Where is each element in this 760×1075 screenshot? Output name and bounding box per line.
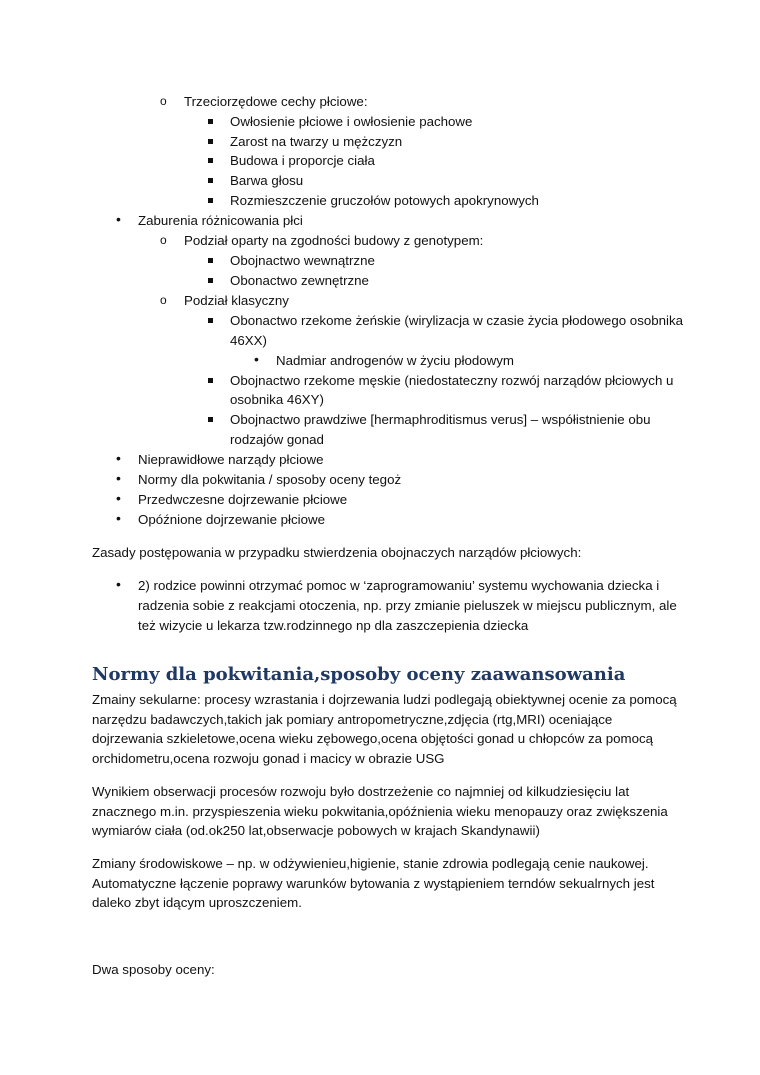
square-bullet-icon <box>208 119 213 124</box>
zasady-text: radzenia sobie z reakcjami otoczenia, np. przy zmianie pieluszek w miejscu publicznym, ale <box>138 598 677 613</box>
outline-text: rodzajów gonad <box>230 432 324 447</box>
square-bullet-icon <box>208 378 213 383</box>
square-bullet-icon <box>208 417 213 422</box>
outline-text: Obojnactwo prawdziwe [hermaphroditismus verus] – współistnienie obu <box>230 412 651 427</box>
outline-text: Przedwczesne dojrzewanie płciowe <box>138 492 348 507</box>
outline-text: Nadmiar androgenów w życiu płodowym <box>276 353 514 368</box>
square-bullet-icon <box>208 318 213 323</box>
outline-text: Zarost na twarzy u mężczyzn <box>230 134 403 149</box>
outline-text: Zaburenia różnicowania płci <box>138 213 303 228</box>
outline-text: osobnika 46XY) <box>230 392 324 407</box>
outline-text: Obojnactwo wewnątrzne <box>230 253 375 268</box>
square-bullet-icon <box>208 139 213 144</box>
bullet-icon: • <box>116 490 121 506</box>
outline-text: Obonactwo rzekome żeńskie (wirylizacja w czasie życia płodowego osobnika <box>230 313 684 328</box>
paragraph-srodowiskowe: Zmiany środowiskowe – np. w odżywienieu,higienie, stanie zdrowia podlegają cenie naukowej. Automatyczne łączenie poprawy warunków bytowania z wystąpieniem terndów sekualrnych jest daleko zbyt idącym uproszczeniem. <box>92 856 655 910</box>
outline-text: Nieprawidłowe narządy płciowe <box>138 452 324 467</box>
square-bullet-icon <box>208 278 213 283</box>
outline-text: Owłosienie płciowe i owłosienie pachowe <box>230 114 473 129</box>
bullet-icon: • <box>254 351 259 367</box>
bullet-icon: • <box>116 470 121 486</box>
outline-text: Opóźnione dojrzewanie płciowe <box>138 512 326 527</box>
circle-bullet-icon: o <box>160 94 167 108</box>
bullet-icon: • <box>116 450 121 466</box>
zasady-text: 2) rodzice powinni otrzymać pomoc w ‘zaprogramowaniu’ systemu wychowania dziecka i <box>138 578 660 593</box>
section-heading: Normy dla pokwitania,sposoby oceny zaawansowania <box>92 664 626 685</box>
outline-text: Podział klasyczny <box>184 293 289 308</box>
outline-text: Obojnactwo rzekome męskie (niedostateczny rozwój narządów płciowych u <box>230 373 674 388</box>
outline-text: 46XX) <box>230 333 267 348</box>
circle-bullet-icon: o <box>160 233 167 247</box>
zasady-text: też wizycie u lekarza tzw.rodzinnego np dla zaszczepienia dziecka <box>138 618 529 633</box>
zasady-intro: Zasady postępowania w przypadku stwierdzenia obojnaczych narządów płciowych: <box>92 545 582 560</box>
outline-text: Normy dla pokwitania / sposoby oceny tegoż <box>138 472 402 487</box>
square-bullet-icon <box>208 158 213 163</box>
square-bullet-icon <box>208 198 213 203</box>
paragraph-sekularne: Zmainy sekularne: procesy wzrastania i dojrzewania ludzi podlegają obiektywnej ocenie za pomocą narzędzu badawczych,takich jak pomiary antropometryczne,zdjęcia (rtg,MRI) oceniające dojrzewania szkieletowe,ocena wieku zębowego,ocena objętości gonad u chłopców za pomocą orchidometru,ocena rozwoju gonad i macicy w obrazie USG <box>92 692 677 766</box>
outline-text: Trzeciorzędowe cechy płciowe: <box>184 94 368 109</box>
outline-text: Barwa głosu <box>230 173 304 188</box>
bullet-icon: • <box>116 510 121 526</box>
outline-text: Budowa i proporcje ciała <box>230 153 375 168</box>
paragraph-obserwacje: Wynikiem obserwacji procesów rozwoju było dostrzeżenie co najmniej od kilkudziesięciu lat znacznego m.in. przyspieszenia wieku pokwitania,opóźnienia wieku menopauzy oraz zwiększenia wymiarów ciała (od.ok250 lat,obserwacje pobowych w krajach Skandynawii) <box>92 784 668 838</box>
outline-text: Podział oparty na zgodności budowy z genotypem: <box>184 233 484 248</box>
outline-text: Obonactwo zewnętrzne <box>230 273 369 288</box>
bullet-icon: • <box>116 576 121 592</box>
square-bullet-icon <box>208 178 213 183</box>
bullet-icon: • <box>116 211 121 227</box>
outline-text: Rozmieszczenie gruczołów potowych apokrynowych <box>230 193 539 208</box>
circle-bullet-icon: o <box>160 293 167 307</box>
paragraph-dwa-sposoby: Dwa sposoby oceny: <box>92 962 215 977</box>
square-bullet-icon <box>208 258 213 263</box>
